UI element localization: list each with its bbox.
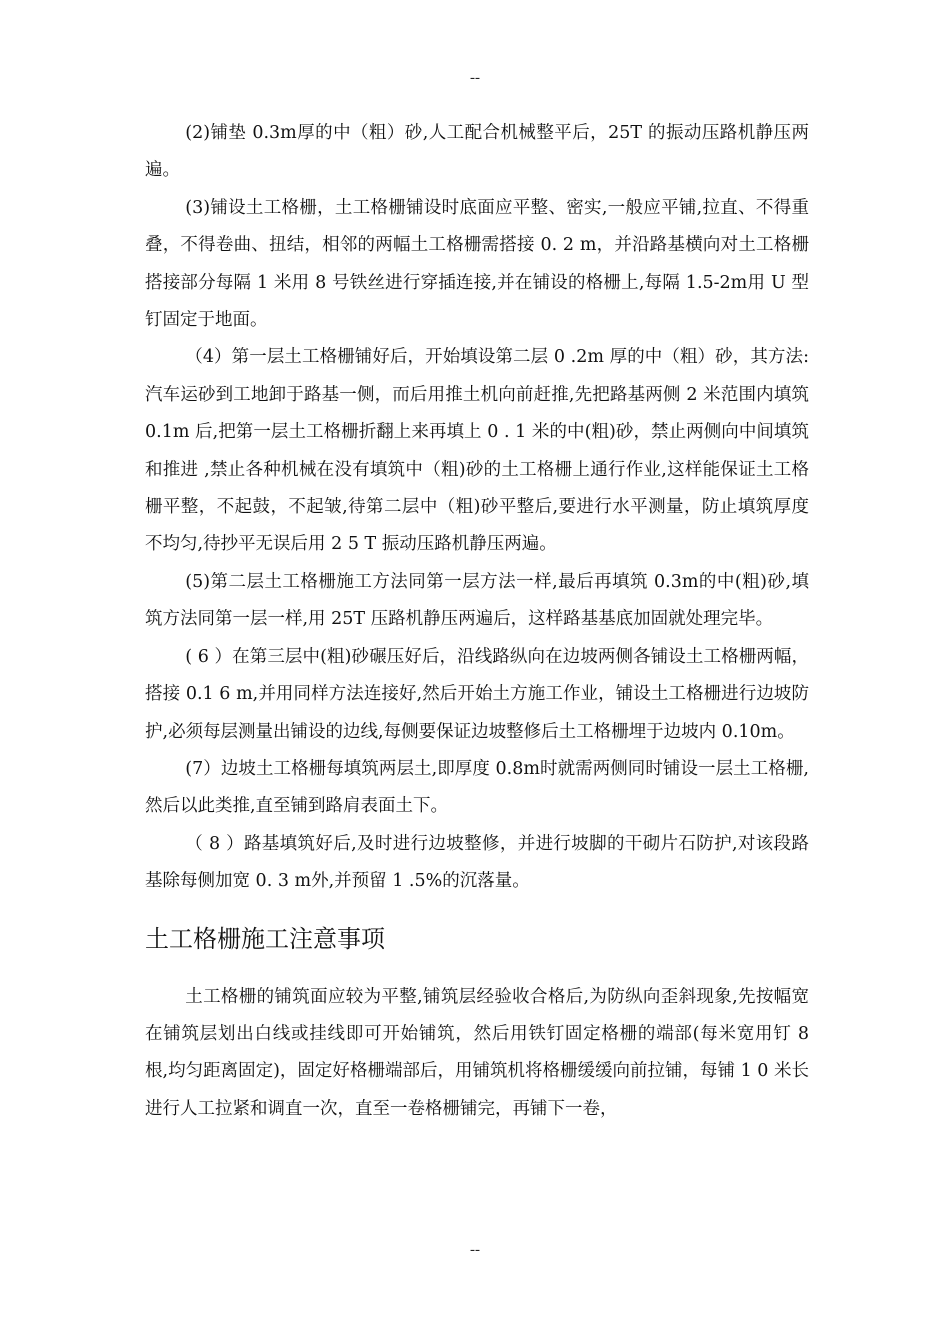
page-header-marker: --: [470, 70, 480, 86]
step-8-paragraph: （ 8 ）路基填筑好后,及时进行边坡整修，并进行坡脚的干砌片石防护,对该段路基除每侧加宽 0. 3 m外,并预留 1 .5%的沉落量。: [145, 833, 809, 892]
step-5-paragraph: (5)第二层土工格栅施工方法同第一层方法一样,最后再填筑 0.3m的中(粗)砂,填筑方法同第一层一样,用 25T 压路机静压两遍后，这样路基基底加固就处理完毕。: [145, 571, 809, 630]
step-3-paragraph: (3)铺设土工格栅，土工格栅铺设时底面应平整、密实,一般应平铺,拉直、不得重叠，不得卷曲、扭结，相邻的两幅土工格栅需搭接 0. 2 m，并沿路基横向对土工格栅搭接部分每隔 1 米用 8 号铁丝进行穿插连接,并在铺设的格栅上,每隔 1.5-2m用 U 型钉固定于地面。: [145, 197, 809, 331]
page-footer-marker: --: [470, 1242, 480, 1258]
step-2-paragraph: (2)铺垫 0.3m厚的中（粗）砂,人工配合机械整平后，25T 的振动压路机静压两遍。: [145, 123, 809, 181]
step-6-paragraph: ( 6 ）在第三层中(粗)砂碾压好后，沿线路纵向在边坡两侧各铺设土工格栅两幅，搭接 0.1 6 m,并用同样方法连接好,然后开始土方施工作业，铺设土工格栅进行边坡防护,必须每层测量出铺设的边线,每侧要保证边坡整修后土工格栅埋于边坡内 0.10m。: [145, 646, 809, 742]
document-body: [145, 115, 809, 1128]
section-heading: 土工格栅施工注意事项: [145, 924, 385, 953]
section-body-paragraph: 土工格栅的铺筑面应较为平整,铺筑层经验收合格后,为防纵向歪斜现象,先按幅宽在铺筑层划出白线或挂线即可开始铺筑，然后用铁钉固定格栅的端部(每米宽用钉 8 根,均匀距离固定)，固定好格栅端部后，用铺筑机将格栅缓缓向前拉铺，每铺 1 0 米长进行人工拉紧和调直一次，直至一卷格栅铺完，再铺下一卷，: [145, 986, 809, 1119]
step-7-paragraph: (7）边坡土工格栅每填筑两层土,即厚度 0.8m时就需两侧同时铺设一层土工格栅,然后以此类推,直至铺到路肩表面土下。: [145, 758, 809, 817]
step-4-paragraph: （4）第一层土工格栅铺好后，开始填设第二层 0 .2m 厚的中（粗）砂，其方法:汽车运砂到工地卸于路基一侧，而后用推土机向前赶推,先把路基两侧 2 米范围内填筑 0.1m 后,把第一层土工格栅折翻上来再填上 0 . 1 米的中(粗)砂，禁止两侧向中间填筑和推进 ,禁止各种机械在没有填筑中（粗)砂的土工格栅上通行作业,这样能保证土工格栅平整，不起鼓，不起皱,待第二层中（粗)砂平整后,要进行水平测量，防止填筑厚度不均匀,待抄平无误后用 2 5 T 振动压路机静压两遍。: [145, 347, 809, 555]
